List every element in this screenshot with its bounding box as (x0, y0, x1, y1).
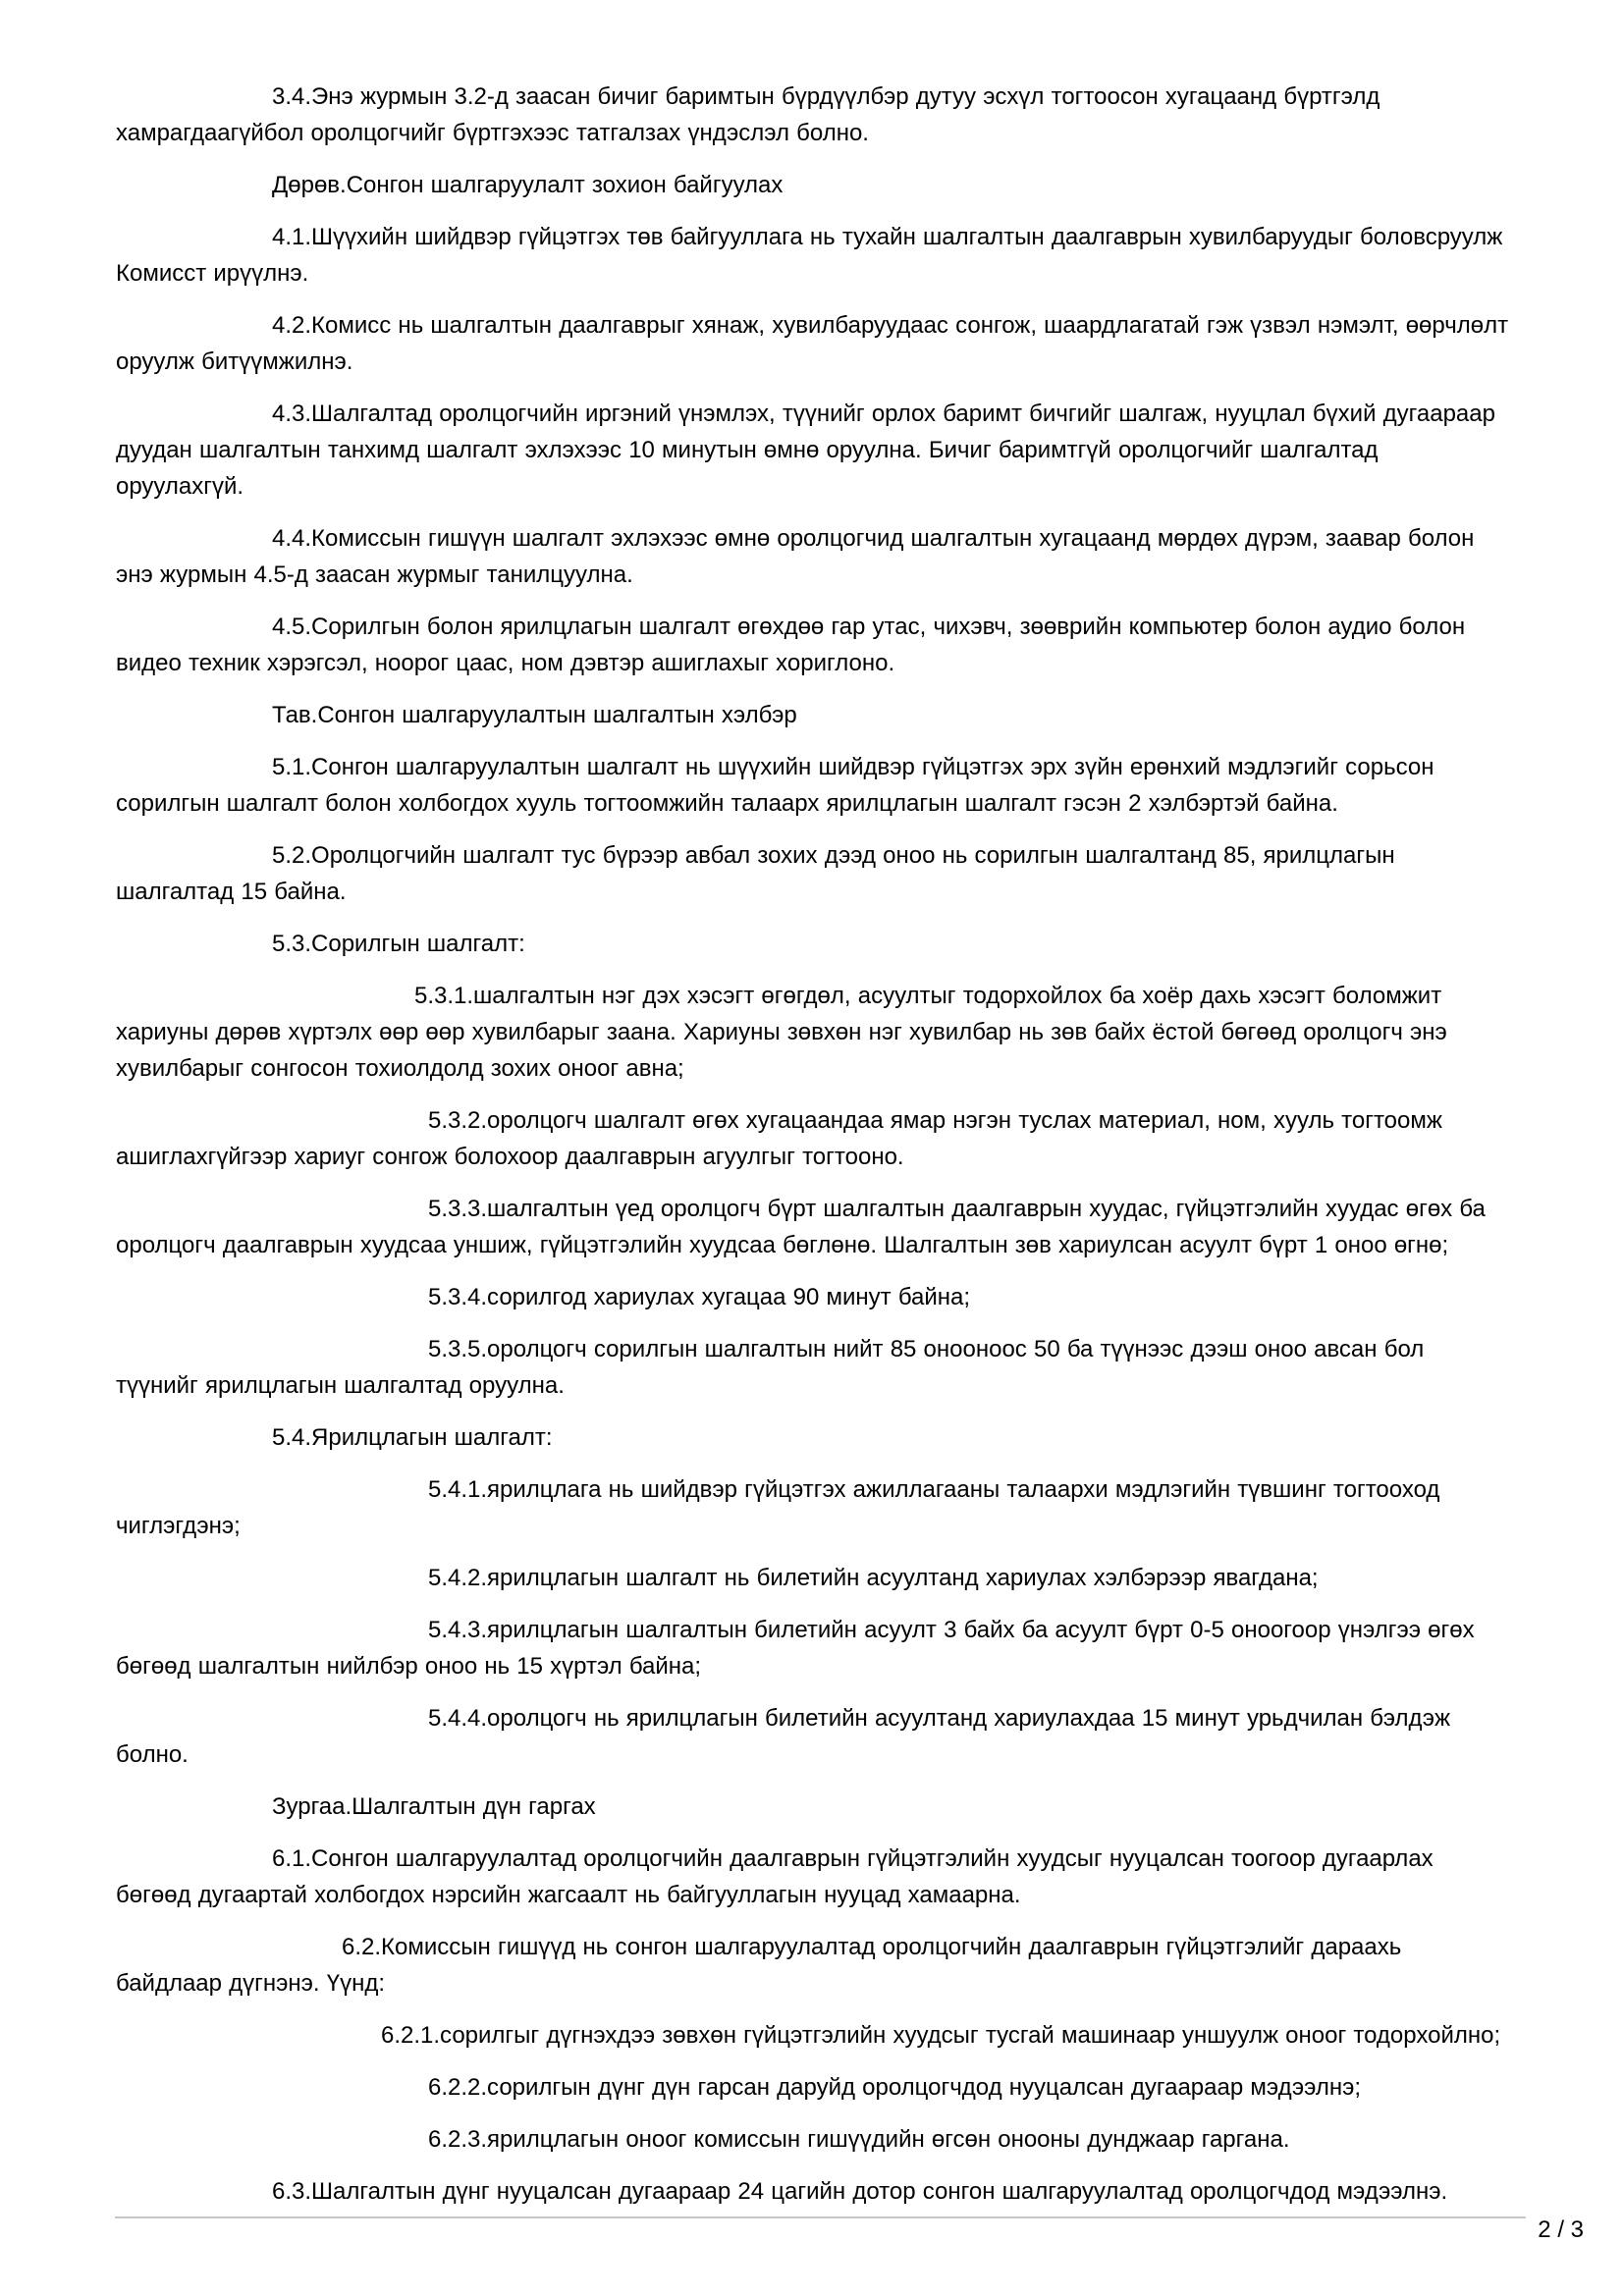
paragraph: 6.2.3.ярилцлагын оноог комиссын гишүүдийн өгсөн онооны дунджаар гаргана. (428, 2126, 1290, 2153)
paragraph: Тав.Сонгон шалгаруулалтын шалгалтын хэлбэр (272, 702, 797, 728)
paragraph: 5.4.4.оролцогч нь ярилцлагын билетийн асуултанд хариулахдаа 15 минут урьдчилан бэлдэж болно. (116, 1705, 1451, 1768)
paragraph: 5.4.1.ярилцлага нь шийдвэр гүйцэтгэх ажиллагааны талаархи мэдлэгийн түвшинг тогтооход чиглэгдэнэ; (116, 1476, 1440, 1539)
paragraph: 5.3.2.оролцогч шалгалт өгөх хугацаандаа ямар нэгэн туслах материал, ном, хууль тогтоомж ашиглахгүйгээр хариуг сонгож болохоор даалгаврын агуулгыг тогтооно. (116, 1107, 1442, 1170)
page-number: 2 / 3 (1538, 2216, 1584, 2243)
paragraph: 4.3.Шалгалтад оролцогчийн иргэний үнэмлэх, түүнийг орлох баримт бичгийг шалгаж, нууцлал бүхий дугаараар дуудан шалгалтын танхимд шалгалт эхлэхээс 10 минутын өмнө оруулна. Бичиг баримтгүй оролцогчийг шалгалтад оруулахгүй. (116, 400, 1495, 500)
paragraph: Дөрөв.Сонгон шалгаруулалт зохион байгуулах (272, 172, 784, 198)
paragraph: 6.3.Шалгалтын дүнг нууцалсан дугаараар 24 цагийн дотор сонгон шалгаруулалтад оролцогчдод мэдээлнэ. (272, 2178, 1448, 2205)
paragraph: 4.5.Сорилгын болон ярилцлагын шалгалт өгөхдөө гар утас, чихэвч, зөөврийн компьютер болон аудио болон видео техник хэрэгсэл, ноорог цаас, ном дэвтэр ашиглахыг хориглоно. (116, 614, 1466, 676)
paragraph: 5.1.Сонгон шалгаруулалтын шалгалт нь шүүхийн шийдвэр гүйцэтгэх эрх зүйн ерөнхий мэдлэгийг сорьсон сорилгын шалгалт болон холбогдох хууль тогтоомжийн талаарх ярилцлагын шалгалт гэсэн 2 хэлбэртэй байна. (116, 754, 1434, 817)
paragraph: 6.2.2.сорилгын дүнг дүн гарсан даруйд оролцогчдод нууцалсан дугаараар мэдээлнэ; (428, 2074, 1361, 2101)
document-body (116, 79, 1512, 2225)
paragraph: 4.2.Комисс нь шалгалтын даалгаврыг хянаж, хувилбаруудаас сонгож, шаардлагатай гэж үзвэл нэмэлт, өөрчлөлт оруулж битүүмжилнэ. (116, 312, 1509, 375)
paragraph: 5.4.2.ярилцлагын шалгалт нь билетийн асуултанд хариулах хэлбэрээр явагдана; (428, 1565, 1319, 1591)
paragraph: 5.2.Оролцогчийн шалгалт тус бүрээр авбал зохих дээд оноо нь сорилгын шалгалтанд 85, ярилцлагын шалгалтад 15 байна. (116, 842, 1395, 905)
paragraph: 5.3.5.оролцогч сорилгын шалгалтын нийт 85 онооноос 50 ба түүнээс дээш оноо авсан бол түүнийг ярилцлагын шалгалтад оруулна. (116, 1336, 1425, 1399)
paragraph: 4.1.Шүүхийн шийдвэр гүйцэтгэх төв байгууллага нь тухайн шалгалтын даалгаврын хувилбаруудыг боловсруулж Комисст ирүүлнэ. (116, 224, 1503, 287)
paragraph: 5.4.3.ярилцлагын шалгалтын билетийн асуулт 3 байх ба асуулт бүрт 0-5 оноогоор үнэлгээ өгөх бөгөөд шалгалтын нийлбэр оноо нь 15 хүртэл байна; (116, 1617, 1475, 1680)
paragraph: Зургаа.Шалгалтын дүн гаргах (272, 1793, 596, 1820)
paragraph: 5.3.1.шалгалтын нэг дэх хэсэгт өгөгдөл, асуултыг тодорхойлох ба хоёр дахь хэсэгт боломжит хариуны дөрөв хүртэлх өөр өөр хувилбарыг заана. Хариуны зөвхөн нэг хувилбар нь зөв байх ёстой бөгөөд оролцогч энэ хувилбарыг сонгосон тохиолдолд зохих оноог авна; (116, 983, 1447, 1082)
footer-divider (115, 2216, 1526, 2218)
paragraph: 6.2.1.сорилгыг дүгнэхдээ зөвхөн гүйцэтгэлийн хуудсыг тусгай машинаар уншуулж оноог тодорхойлно; (381, 2022, 1501, 2049)
paragraph: 6.2.Комиссын гишүүд нь сонгон шалгаруулалтад оролцогчийн даалгаврын гүйцэтгэлийг дараахь байдлаар дүгнэнэ. Үүнд: (116, 1934, 1402, 1997)
paragraph: 5.3.Сорилгын шалгалт: (272, 931, 525, 957)
paragraph: 4.4.Комиссын гишүүн шалгалт эхлэхээс өмнө оролцогчид шалгалтын хугацаанд мөрдөх дүрэм, заавар болон энэ журмын 4.5-д заасан журмыг танилцуулна. (116, 525, 1475, 588)
paragraph: 5.3.3.шалгалтын үед оролцогч бүрт шалгалтын даалгаврын хуудас, гүйцэтгэлийн хуудас өгөх ба оролцогч даалгаврын хуудсаа уншиж, гүйцэтгэлийн хуудсаа бөглөнө. Шалгалтын зөв хариулсан асуулт бүрт 1 оноо өгнө; (116, 1196, 1486, 1258)
paragraph: 3.4.Энэ журмын 3.2-д заасан бичиг баримтын бүрдүүлбэр дутуу эсхүл тогтоосон хугацаанд бүртгэлд хамрагдаагүйбол оролцогчийг бүртгэхээс татгалзах үндэслэл болно. (116, 83, 1380, 146)
paragraph: 5.3.4.сорилгод хариулах хугацаа 90 минут байна; (428, 1284, 971, 1310)
paragraph: 5.4.Ярилцлагын шалгалт: (272, 1424, 553, 1451)
paragraph: 6.1.Сонгон шалгаруулалтад оролцогчийн даалгаврын гүйцэтгэлийн хуудсыг нууцалсан тоогоор дугаарлах бөгөөд дугаартай холбогдох нэрсийн жагсаалт нь байгууллагын нууцад хамаарна. (116, 1845, 1434, 1908)
